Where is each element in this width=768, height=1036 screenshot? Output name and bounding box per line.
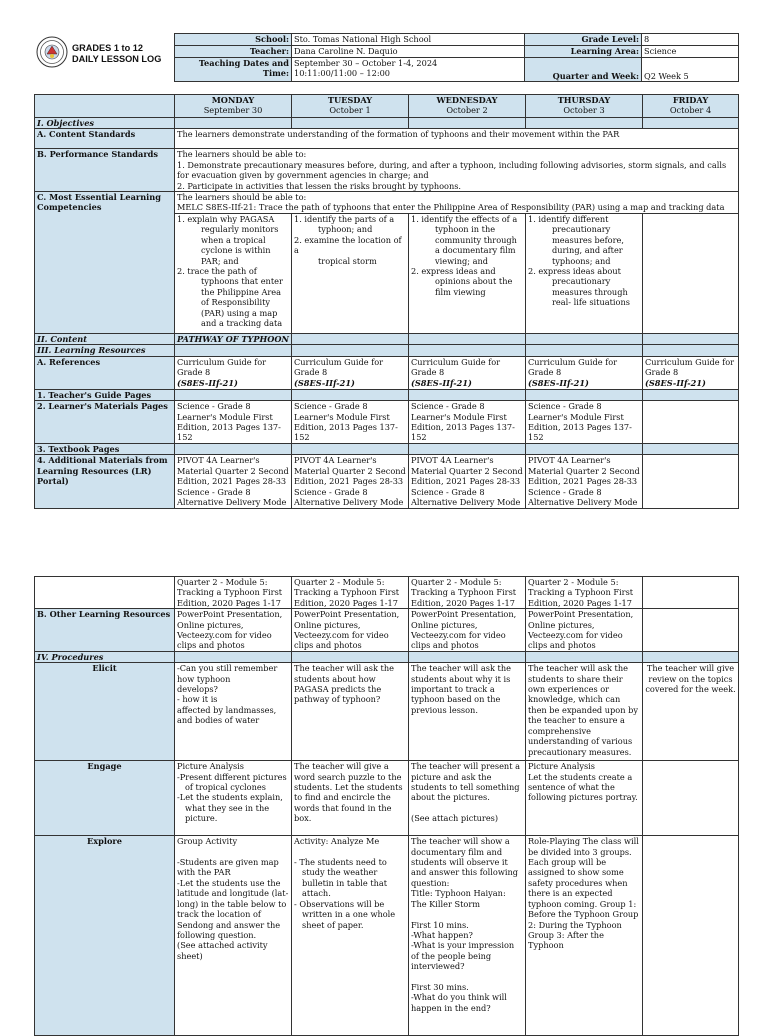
day-date: October 3	[563, 105, 605, 116]
lesson-table-page2	[34, 576, 739, 1036]
explore-line-cont: study the weather bulletin in table that attach.	[302, 867, 388, 899]
explore-label: Explore	[35, 836, 175, 1036]
additional-materials-label: 4. Additional Materials from Learning Resources (LR) Portal)	[35, 455, 175, 509]
content-text: PATHWAY OF TYPHOON	[175, 334, 292, 345]
reference-code: (S8ES-IIf-21)	[177, 377, 238, 388]
engage-tuesday: The teacher will give a word search puzzle to the students. Let the students to find and encircle the words that found in the box.	[292, 761, 409, 836]
dates-label: Teaching Dates and Time:	[175, 58, 292, 82]
objective-item-cont: typhoon in the community through a documentary film viewing; and	[435, 224, 517, 266]
objective-friday	[643, 214, 739, 334]
objective-item: 2. examine the location of a	[294, 234, 402, 256]
module-cell: Quarter 2 - Module 5: Tracking a Typhoon First Edition, 2020 Pages 1-17	[526, 577, 643, 609]
day-name: MONDAY	[211, 95, 255, 105]
elicit-monday: -Can you still remember how typhoon develops? - how it is affected by landmasses, and bodies of water	[175, 663, 292, 761]
day-date: October 1	[329, 105, 371, 116]
objective-tuesday	[292, 214, 409, 334]
lm-cell: Science - Grade 8 Learner's Module First Edition, 2013 Pages 137-152	[175, 401, 292, 444]
other-resources-cell: PowerPoint Presentation, Online pictures, Vecteezy.com for video clips and photos	[292, 609, 409, 652]
form-title-line1: GRADES 1 to 12	[72, 43, 143, 53]
reference-cell	[175, 356, 292, 389]
objective-item-cont: tropical storm	[318, 255, 377, 266]
engage-line-cont: of tropical cyclones	[185, 782, 266, 793]
elicit-wednesday: The teacher will ask the students about why it is important to track a typhoon based on the previous lesson.	[409, 663, 526, 761]
objective-item-cont: regularly monitors when a tropical cyclone is within PAR; and	[201, 224, 279, 266]
additional-cell: PIVOT 4A Learner's Material Quarter 2 Second Edition, 2021 Pages 28-33 Science - Grade 8 Alternative Delivery Mode	[526, 455, 643, 509]
explore-thursday: Role-Playing The class will be divided into 3 groups. Each group will be assigned to show some safety procedures when there is an expected typhoon coming. Group 1: Before the Typhoon Group 2: During the Typhoon Group 3: After the Typhoon	[526, 836, 643, 1036]
day-name: THURSDAY	[557, 95, 611, 105]
module-cell	[643, 577, 739, 609]
engage-line-cont: what they see in the picture.	[185, 802, 270, 824]
elicit-label: Elicit	[35, 663, 175, 761]
corner-cell	[35, 95, 175, 118]
area-label: Learning Area:	[525, 46, 642, 58]
day-header-tuesday	[292, 95, 409, 118]
reference-cell	[643, 356, 739, 389]
explore-wednesday: The teacher will show a documentary film and students will observe it and answer this following question: Title: Typhoon Haiyan: The Killer Storm First 10 mins. -What happen? -What is your impression of the people being interviewed? First 30 mins. -What do you think will happen in the end?	[409, 836, 526, 1036]
engage-line: -Present different pictures	[177, 771, 287, 782]
module-cell: Quarter 2 - Module 5: Tracking a Typhoon First Edition, 2020 Pages 1-17	[409, 577, 526, 609]
objective-item: 1. identify different	[528, 214, 609, 225]
performance-standards-label: B. Performance Standards	[35, 149, 175, 192]
objective-item-cont: opinions about the film viewing	[435, 276, 513, 297]
objective-item: 2. express ideas about	[528, 266, 621, 277]
teachers-guide-label: 1. Teacher's Guide Pages	[35, 389, 175, 400]
day-name: WEDNESDAY	[436, 95, 498, 105]
day-header-monday	[175, 95, 292, 118]
objective-item: 1. explain why PAGASA	[177, 214, 275, 225]
objective-item-cont: typhoon; and	[318, 224, 373, 235]
school-value: Sto. Tomas National High School	[292, 34, 525, 46]
deped-seal-logo	[36, 36, 68, 68]
engage-line: Picture Analysis	[177, 761, 244, 772]
reference-text: Curriculum Guide for Grade 8	[411, 356, 501, 378]
textbook-label: 3. Textbook Pages	[35, 443, 175, 454]
day-header-friday	[643, 95, 739, 118]
objective-item-cont: typhoons that enter the Philippine Area of Responsibility (PAR) using a map and a tracking data	[201, 276, 283, 329]
performance-standards-text: The learners should be able to: 1. Demonstrate precautionary measures before, during, and after a typhoon, including following advisories, storm signals, and calls for evacuation given by government agencies in charge; and 2. Participate in activities that lessen the risks brought by typhoons.	[175, 149, 739, 192]
procedures-heading: IV. Procedures	[35, 651, 175, 662]
other-resources-cell: PowerPoint Presentation, Online pictures, Vecteezy.com for video clips and photos	[175, 609, 292, 652]
content-heading: II. Content	[35, 334, 175, 345]
additional-cell	[643, 455, 739, 509]
objective-thursday	[526, 214, 643, 334]
dates-value	[292, 58, 525, 82]
lm-cell: Science - Grade 8 Learner's Module First Edition, 2013 Pages 137-152	[409, 401, 526, 444]
objective-item: 1. identify the parts of a	[294, 214, 395, 225]
reference-text: Curriculum Guide for Grade 8	[645, 356, 735, 378]
objectives-heading: I. Objectives	[35, 118, 175, 129]
form-title-line2: DAILY LESSON LOG	[72, 54, 162, 64]
explore-line-cont: written in a one whole sheet of paper.	[302, 909, 396, 930]
objective-item: 2. trace the path of	[177, 266, 257, 277]
engage-monday	[175, 761, 292, 836]
content-standards-label: A. Content Standards	[35, 129, 175, 149]
day-name: TUESDAY	[327, 95, 373, 105]
engage-thursday: Picture Analysis Let the students create a sentence of what the following pictures portray.	[526, 761, 643, 836]
melc-label: C. Most Essential Learning Competencies	[35, 192, 175, 334]
additional-cell: PIVOT 4A Learner's Material Quarter 2 Second Edition, 2021 Pages 28-33 Science - Grade 8 Alternative Delivery Mode	[409, 455, 526, 509]
objective-item-cont: precautionary measures through real- life situations	[552, 276, 630, 308]
melc-text: The learners should be able to: MELC S8ES-IIf-21: Trace the path of typhoons that enter the Philippine Area of Responsibility (PAR) using a map and tracking data	[175, 192, 739, 214]
engage-line: -Let the students explain,	[177, 792, 283, 803]
grade-label: Grade Level:	[525, 34, 642, 46]
resources-heading: III. Learning Resources	[35, 345, 175, 356]
explore-friday	[643, 836, 739, 1036]
header-info-table	[174, 33, 739, 82]
content-standards-text: The learners demonstrate understanding of the formation of typhoons and their movement within the PAR	[175, 129, 739, 149]
quarter-value: Q2 Week 5	[642, 58, 739, 82]
other-resources-label: B. Other Learning Resources	[35, 609, 175, 652]
learners-materials-label: 2. Learner's Materials Pages	[35, 401, 175, 444]
elicit-friday: The teacher will give review on the topics covered for the week.	[643, 663, 739, 761]
teacher-label: Teacher:	[175, 46, 292, 58]
grade-value: 8	[642, 34, 739, 46]
day-header-thursday	[526, 95, 643, 118]
day-date: September 30	[203, 105, 263, 116]
additional-cell: PIVOT 4A Learner's Material Quarter 2 Second Edition, 2021 Pages 28-33 Science - Grade 8 Alternative Delivery Mode	[292, 455, 409, 509]
references-label: A. References	[35, 356, 175, 389]
time-text: 10:11:00/11:00 – 12:00	[294, 68, 391, 79]
day-name: FRIDAY	[672, 95, 709, 105]
reference-text: Curriculum Guide for Grade 8	[528, 356, 618, 378]
reference-text: Curriculum Guide for Grade 8	[177, 356, 267, 378]
reference-cell	[526, 356, 643, 389]
reference-cell	[292, 356, 409, 389]
explore-line: - The students need to	[294, 857, 387, 868]
objective-item: 1. identify the effects of a	[411, 214, 518, 225]
lm-cell: Science - Grade 8 Learner's Module First Edition, 2013 Pages 137-152	[526, 401, 643, 444]
area-value: Science	[642, 46, 739, 58]
module-cell: Quarter 2 - Module 5: Tracking a Typhoon First Edition, 2020 Pages 1-17	[175, 577, 292, 609]
reference-code: (S8ES-IIf-21)	[411, 377, 472, 388]
other-resources-cell: PowerPoint Presentation, Online pictures, Vecteezy.com for video clips and photos	[526, 609, 643, 652]
reference-code: (S8ES-IIf-21)	[294, 377, 355, 388]
explore-monday: Group Activity -Students are given map with the PAR -Let the students use the latitude and longitude (lat-long) in the table below to track the location of Sendong and answer the following question. (See attached activity sheet)	[175, 836, 292, 1036]
elicit-thursday: The teacher will ask the students to share their own experiences or knowledge, which can then be expanded upon by the teacher to ensure a comprehensive understanding of various precautionary measures.	[526, 663, 643, 761]
other-resources-cell	[643, 609, 739, 652]
reference-text: Curriculum Guide for Grade 8	[294, 356, 384, 378]
objective-wednesday	[409, 214, 526, 334]
explore-line: - Observations will be	[294, 898, 385, 909]
objective-item-cont: precautionary measures before, during, and after typhoons; and	[552, 224, 624, 266]
module-cell: Quarter 2 - Module 5: Tracking a Typhoon First Edition, 2020 Pages 1-17	[292, 577, 409, 609]
day-date: October 2	[446, 105, 488, 116]
lesson-table-page1	[34, 94, 739, 509]
reference-code: (S8ES-IIf-21)	[645, 377, 706, 388]
lm-cell	[643, 401, 739, 444]
day-date: October 4	[669, 105, 712, 116]
school-label: School:	[175, 34, 292, 46]
explore-tuesday	[292, 836, 409, 1036]
teacher-value: Dana Caroline N. Daquio	[292, 46, 525, 58]
engage-friday	[643, 761, 739, 836]
reference-cell	[409, 356, 526, 389]
quarter-label: Quarter and Week:	[525, 58, 642, 82]
engage-label: Engage	[35, 761, 175, 836]
other-resources-cell: PowerPoint Presentation, Online pictures, Vecteezy.com for video clips and photos	[409, 609, 526, 652]
dates-text: September 30 – October 1-4, 2024	[294, 58, 438, 68]
engage-wednesday: The teacher will present a picture and ask the students to tell something about the pictures. (See attach pictures)	[409, 761, 526, 836]
reference-code: (S8ES-IIf-21)	[528, 377, 589, 388]
elicit-tuesday: The teacher will ask the students about how PAGASA predicts the pathway of typhoon?	[292, 663, 409, 761]
objective-item: 2. express ideas and	[411, 266, 496, 277]
form-title	[72, 43, 161, 65]
additional-cell: PIVOT 4A Learner's Material Quarter 2 Second Edition, 2021 Pages 28-33 Science - Grade 8 Alternative Delivery Mode	[175, 455, 292, 509]
day-header-wednesday	[409, 95, 526, 118]
explore-line: Activity: Analyze Me	[294, 836, 380, 847]
lm-cell: Science - Grade 8 Learner's Module First Edition, 2013 Pages 137-152	[292, 401, 409, 444]
blank-label-cell	[35, 577, 175, 609]
objective-monday	[175, 214, 292, 334]
